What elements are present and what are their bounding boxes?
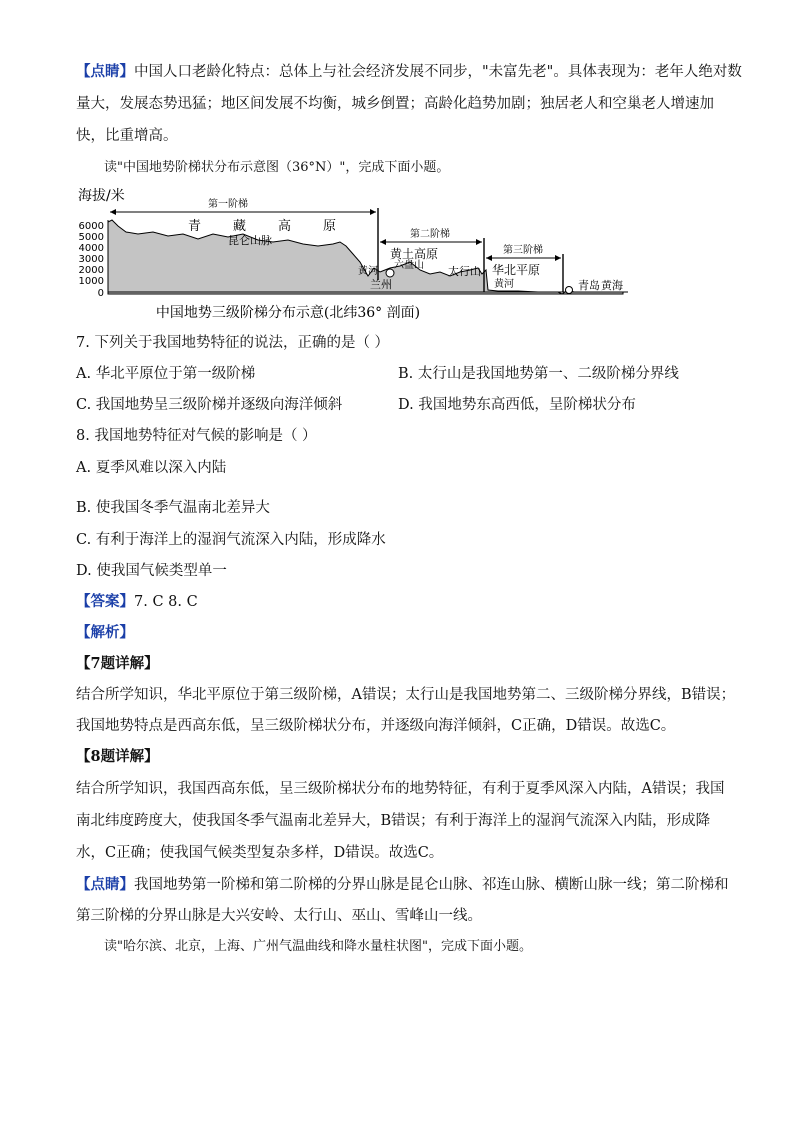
q8-option-a: A. 夏季风难以深入内陆 [76, 460, 227, 476]
qingdao-marker [566, 287, 573, 294]
y-tick-3000: 3000 [78, 254, 104, 265]
figure-caption: 中国地势三级阶梯分布示意(北纬36° 剖面) [155, 305, 421, 321]
note-tag-2: 【点睛】 [76, 876, 134, 893]
y-tick-1000: 1000 [78, 276, 104, 287]
step3-label: 第三阶梯 [503, 245, 543, 256]
q7-option-d: D. 我国地势东高西低，呈阶梯状分布 [398, 397, 636, 413]
loess-label: 黄土高原 [390, 247, 439, 261]
detail-7-line-2: 我国地势特点是西高东低，呈三级阶梯状分布，并逐级向海洋倾斜，C正确，D错误。故选C。 [76, 718, 676, 734]
q7-option-c: C. 我国地势呈三级阶梯并逐级向海洋倾斜 [76, 397, 343, 413]
q7-option-a: A. 华北平原位于第一级阶梯 [76, 366, 256, 382]
detail-8-line-1: 结合所学知识，我国西高东低，呈三级阶梯状分布的地势特征，有利于夏季风深入内陆，A错误；我国 [76, 781, 725, 797]
plateau-char-4: 原 [323, 219, 337, 234]
terrain-silhouette [108, 220, 623, 294]
detail-8-line-3: 水，C正确；使我国气候类型复杂多样，D错误。故选C。 [76, 845, 444, 861]
detail-7-heading: 【7题详解】 [76, 655, 159, 672]
q7-stem: 7. 下列关于我国地势特征的说法，正确的是（ ） [76, 335, 390, 351]
huabei-label: 华北平原 [492, 263, 541, 277]
q7-option-b: B. 太行山是我国地势第一、二级阶梯分界线 [398, 366, 679, 382]
y-axis-title: 海拔/米 [78, 188, 125, 204]
q8-stem: 8. 我国地势特征对气候的影响是（ ） [76, 428, 317, 444]
note-para-2-line-1: 【点睛】我国地势第一阶梯和第二阶梯的分界山脉是昆仑山脉、祁连山脉、横断山脉一线；第二阶梯和 [76, 876, 729, 893]
note-para-1-line-3: 快，比重增高。 [76, 128, 178, 144]
liupan-label: 六盘山 [394, 260, 424, 271]
note-para-2-line-2: 第三阶梯的分界山脉是大兴安岭、太行山、巫山、雪峰山一线。 [76, 908, 482, 924]
y-tick-5000: 5000 [78, 232, 104, 243]
chart-intro: 读"哈尔滨、北京，上海、广州气温曲线和降水量柱状图"，完成下面小题。 [104, 939, 532, 954]
detail-8-line-2: 南北纬度跨度大，使我国冬季气温南北差异大，B错误；有利于海洋上的湿润气流深入内陆，形成降 [76, 813, 711, 829]
y-tick-4000: 4000 [78, 243, 104, 254]
q8-option-b: B. 使我国冬季气温南北差异大 [76, 500, 270, 516]
step2-label: 第二阶梯 [410, 229, 450, 240]
detail-7-line-1: 结合所学知识，华北平原位于第三级阶梯，A错误；太行山是我国地势第二、三级阶梯分界线，B错误； [76, 687, 736, 703]
note-tag: 【点睛】 [76, 63, 134, 80]
note-para-1-line-2: 量大，发展态势迅猛；地区间发展不均衡，城乡倒置；高龄化趋势加剧；独居老人和空巢老人增速加 [76, 96, 714, 112]
analysis-heading: 【解析】 [76, 624, 134, 641]
plateau-char-2: 藏 [233, 219, 247, 234]
plateau-char-3: 高 [278, 219, 292, 234]
y-tick-0: 0 [97, 288, 104, 299]
kunlun-label: 昆仑山脉 [228, 234, 272, 247]
qingdao-label: 青岛 [578, 279, 600, 292]
answer-tag: 【答案】 [76, 593, 134, 610]
note-para-1-line-1: 【点睛】中国人口老龄化特点：总体上与社会经济发展不同步，"未富先老"。具体表现为：老年人绝对数 [76, 63, 742, 80]
figure-intro: 读"中国地势阶梯状分布示意图（36°N）"，完成下面小题。 [104, 160, 450, 175]
huanghe-label-1: 黄河 [358, 266, 378, 277]
step1-label: 第一阶梯 [208, 199, 248, 210]
huanghe-label-2: 黄河 [494, 279, 514, 290]
q8-option-c: C. 有利于海洋上的湿润气流深入内陆，形成降水 [76, 532, 386, 548]
lanzhou-label: 兰州 [370, 278, 392, 291]
y-tick-2000: 2000 [78, 265, 104, 276]
terrain-profile-figure [78, 184, 638, 324]
y-tick-6000: 6000 [78, 221, 104, 232]
detail-8-heading: 【8题详解】 [76, 748, 159, 765]
answer-line: 【答案】7. C 8. C [76, 593, 198, 610]
q8-option-d: D. 使我国气候类型单一 [76, 563, 227, 579]
plateau-char-1: 青 [188, 219, 202, 234]
lanzhou-marker [386, 269, 394, 277]
huanghai-label: 黄海 [601, 279, 623, 292]
taihang-label: 太行山 [448, 265, 481, 278]
